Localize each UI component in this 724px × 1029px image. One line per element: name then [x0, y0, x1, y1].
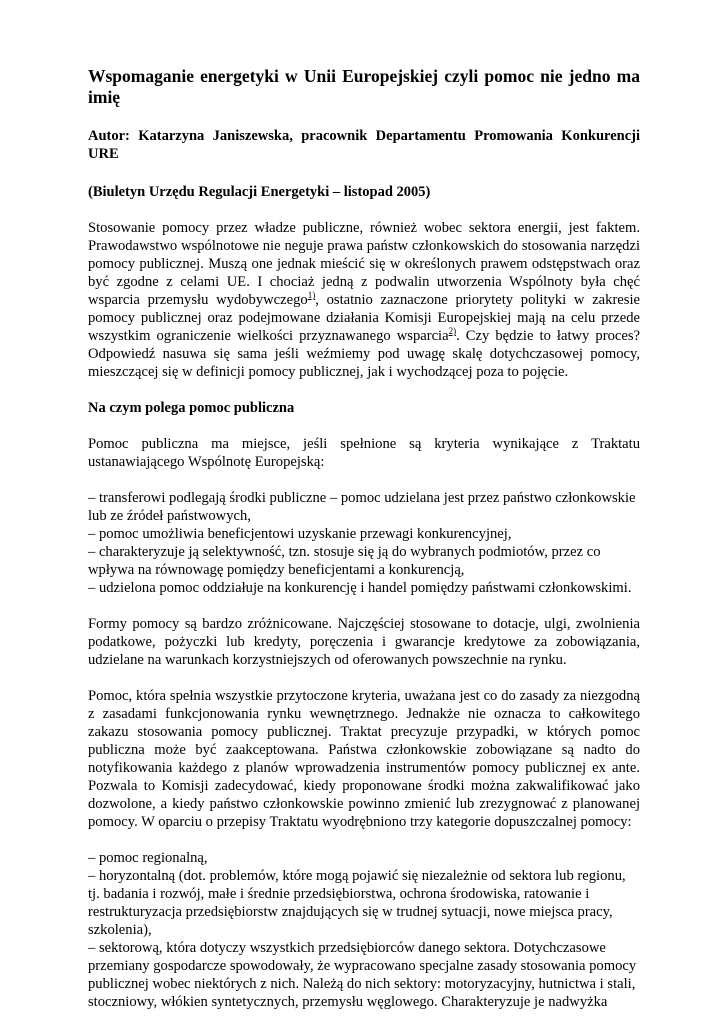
intro-text-part-2: , ostatnio zaznaczone priorytety polityki w zakresie pomocy publicznej oraz podejmowane działania Komisji Europejskiej mają na celu przede wszystkim ograniczenie wielkości przyznawanego wsparcia: [88, 292, 640, 344]
categories-list-item: – horyzontalną (dot. problemów, które mogą pojawić się niezależnie od sektora lub regionu, tj. badania i rozwój, małe i średnie przedsiębiorstwa, ochrona środowiska, ratowanie i restrukturyzacja przedsiębiorstw znajdujących się w trudnej sytuacji, nowe miejsca pracy, szkolenia),: [88, 868, 626, 938]
footnote-ref-2[interactable]: 2): [448, 326, 457, 337]
document-title: Wspomaganie energetyki w Unii Europejskiej czyli pomoc nie jedno ma imię: [88, 66, 640, 107]
aid-rules-paragraph: Pomoc, która spełnia wszystkie przytoczone kryteria, uważana jest co do zasady za niezgodną z zasadami funkcjonowania rynku wewnętrznego. Jednakże nie oznacza to całkowitego zakazu stosowania pomocy publicznej. Traktat precyzuje przypadki, w których pomoc publiczna może być zaakceptowana. Państwa członkowskie zobowiązane są nadto do notyfikowania każdego z planów wprowadzenia instrumentów pomocy publicznej ex ante. Pozwala to Komisji zadecydować, kiedy proponowane środki można zakwalifikować jako dozwolone, a kiedy państwo członkowskie powinno zmienić lub zrezygnować z planowanej pomocy. W oparciu o przepisy Traktatu wyodrębniono trzy kategorie dopuszczalnej pomocy:: [88, 688, 640, 830]
footnote-ref-1[interactable]: 1): [307, 290, 316, 301]
criteria-list-item: – transferowi podlegają środki publiczne – pomoc udzielana jest przez państwo członkowskie lub ze źródeł państwowych,: [88, 490, 636, 524]
section-heading: Na czym polega pomoc publiczna: [88, 400, 295, 416]
criteria-list: [88, 489, 640, 597]
criteria-list-item: – pomoc umożliwia beneficjentowi uzyskanie przewagi konkurencyjnej,: [88, 526, 512, 542]
categories-list: [88, 849, 640, 1011]
aid-forms-paragraph: Formy pomocy są bardzo zróżnicowane. Najczęściej stosowane to dotacje, ulgi, zwolnienia podatkowe, pożyczki lub kredyty, poręczenia i gwarancje kredytowe za zobowiązania, udzielane na warunkach korzystniejszych od oferowanych powszechnie na rynku.: [88, 616, 640, 668]
criteria-intro-paragraph: Pomoc publiczna ma miejsce, jeśli spełnione są kryteria wynikające z Traktatu ustanawiającego Wspólnotę Europejską:: [88, 436, 640, 470]
criteria-list-item: – udzielona pomoc oddziałuje na konkurencję i handel pomiędzy państwami członkowskimi.: [88, 580, 632, 596]
author-line: Autor: Katarzyna Janiszewska, pracownik Departamentu Promowania Konkurencji URE: [88, 128, 640, 162]
categories-list-item: – pomoc regionalną,: [88, 850, 208, 866]
intro-text-part-3: . Czy będzie to łatwy proces? Odpowiedź nasuwa się sama jeśli weźmiemy pod uwagę skalę dotychczasowej pomocy, mieszczącej się w definicji pomocy publicznej, jak i wychodzącej poza to pojęcie.: [88, 328, 640, 380]
intro-paragraph: [88, 219, 640, 381]
source-line: (Biuletyn Urzędu Regulacji Energetyki – listopad 2005): [88, 184, 431, 200]
criteria-list-item: – charakteryzuje ją selektywność, tzn. stosuje się ją do wybranych podmiotów, przez co wpływa na równowagę pomiędzy beneficjentami a konkurencją,: [88, 544, 601, 578]
document-page: [88, 66, 640, 1029]
categories-list-item: – sektorową, która dotyczy wszystkich przedsiębiorców danego sektora. Dotychczasowe przemiany gospodarcze spowodowały, że wypracowano specjalne zasady stosowania pomocy publicznej wobec niektórych z nich. Należą do nich sektory: motoryzacyjny, hutnictwa i stali, stoczniowy, włókien syntetycznych, przemysłu węglowego. Charakteryzuje je nadwyżka: [88, 940, 637, 1010]
intro-text-part-1: Stosowanie pomocy przez władze publiczne, również wobec sektora energii, jest faktem. Prawodawstwo wspólnotowe nie neguje prawa państw członkowskich do stosowania narzędzi pomocy publicznej. Muszą one jednak mieścić się w określonych prawem odstępstwach oraz być zgodne z celami UE. I chociaż jedną z podwalin utworzenia Wspólnoty była chęć wsparcia przemysłu wydobywczego: [88, 220, 640, 308]
